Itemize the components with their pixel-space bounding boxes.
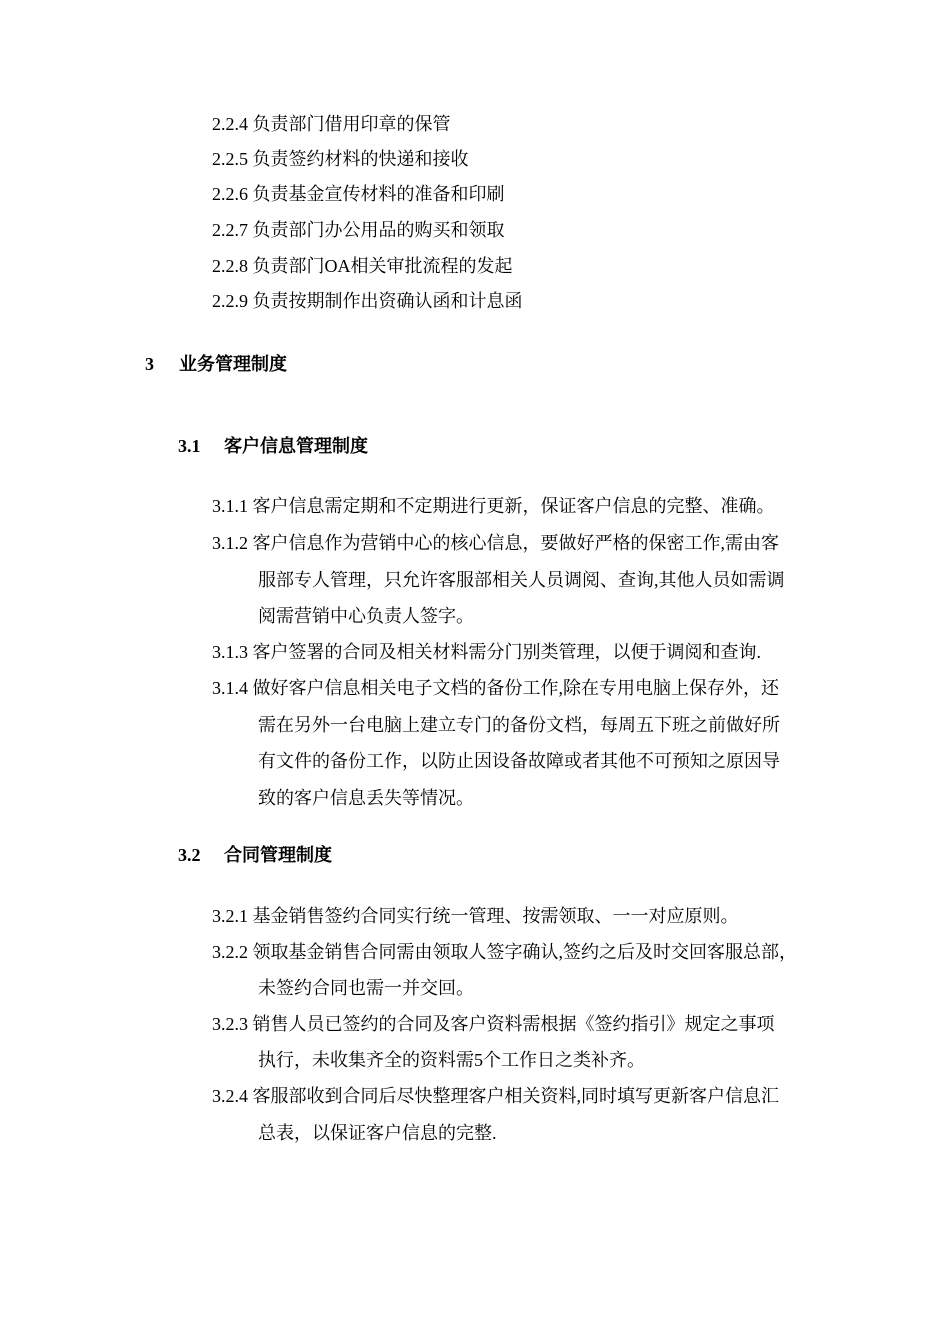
list-item: 2.2.9 负责按期制作出资确认函和计息函 bbox=[212, 291, 523, 311]
list-item: 3.1.1 客户信息需定期和不定期进行更新，保证客户信息的完整、准确。 bbox=[212, 496, 775, 516]
section-heading: 3 业务管理制度 bbox=[145, 354, 287, 374]
list-item-continuation: 需在另外一台电脑上建立专门的备份文档，每周五下班之前做好所 bbox=[258, 715, 780, 735]
list-item: 2.2.6 负责基金宣传材料的准备和印刷 bbox=[212, 184, 505, 204]
list-item: 2.2.5 负责签约材料的快递和接收 bbox=[212, 149, 469, 169]
subsection-heading: 3.1 客户信息管理制度 bbox=[178, 436, 368, 456]
list-item-continuation: 未签约合同也需一并交回。 bbox=[258, 978, 474, 998]
list-item-continuation: 阅需营销中心负责人签字。 bbox=[258, 606, 474, 626]
list-item: 2.2.4 负责部门借用印章的保管 bbox=[212, 114, 451, 134]
list-item: 3.2.4 客服部收到合同后尽快整理客户相关资料,同时填写更新客户信息汇 bbox=[212, 1086, 779, 1106]
list-item: 2.2.7 负责部门办公用品的购买和领取 bbox=[212, 220, 505, 240]
list-item-continuation: 有文件的备份工作，以防止因设备故障或者其他不可预知之原因导 bbox=[258, 751, 780, 771]
list-item: 3.1.2 客户信息作为营销中心的核心信息，要做好严格的保密工作,需由客 bbox=[212, 533, 779, 553]
list-item: 3.1.4 做好客户信息相关电子文档的备份工作,除在专用电脑上保存外，还 bbox=[212, 678, 779, 698]
subsection-heading: 3.2 合同管理制度 bbox=[178, 845, 332, 865]
list-item: 2.2.8 负责部门OA相关审批流程的发起 bbox=[212, 256, 513, 276]
list-item-continuation: 致的客户信息丢失等情况。 bbox=[258, 788, 474, 808]
list-item: 3.2.1 基金销售签约合同实行统一管理、按需领取、一一对应原则。 bbox=[212, 906, 739, 926]
list-item-continuation: 服部专人管理，只允许客服部相关人员调阅、查询,其他人员如需调 bbox=[258, 570, 785, 590]
list-item-continuation: 总表，以保证客户信息的完整. bbox=[258, 1123, 497, 1143]
list-item-continuation: 执行，未收集齐全的资料需5个工作日之类补齐。 bbox=[258, 1050, 645, 1070]
list-item: 3.2.2 领取基金销售合同需由领取人签字确认,签约之后及时交回客服总部， bbox=[212, 942, 797, 962]
list-item: 3.2.3 销售人员已签约的合同及客户资料需根据《签约指引》规定之事项 bbox=[212, 1014, 775, 1034]
list-item: 3.1.3 客户签署的合同及相关材料需分门别类管理，以便于调阅和查询. bbox=[212, 642, 761, 662]
